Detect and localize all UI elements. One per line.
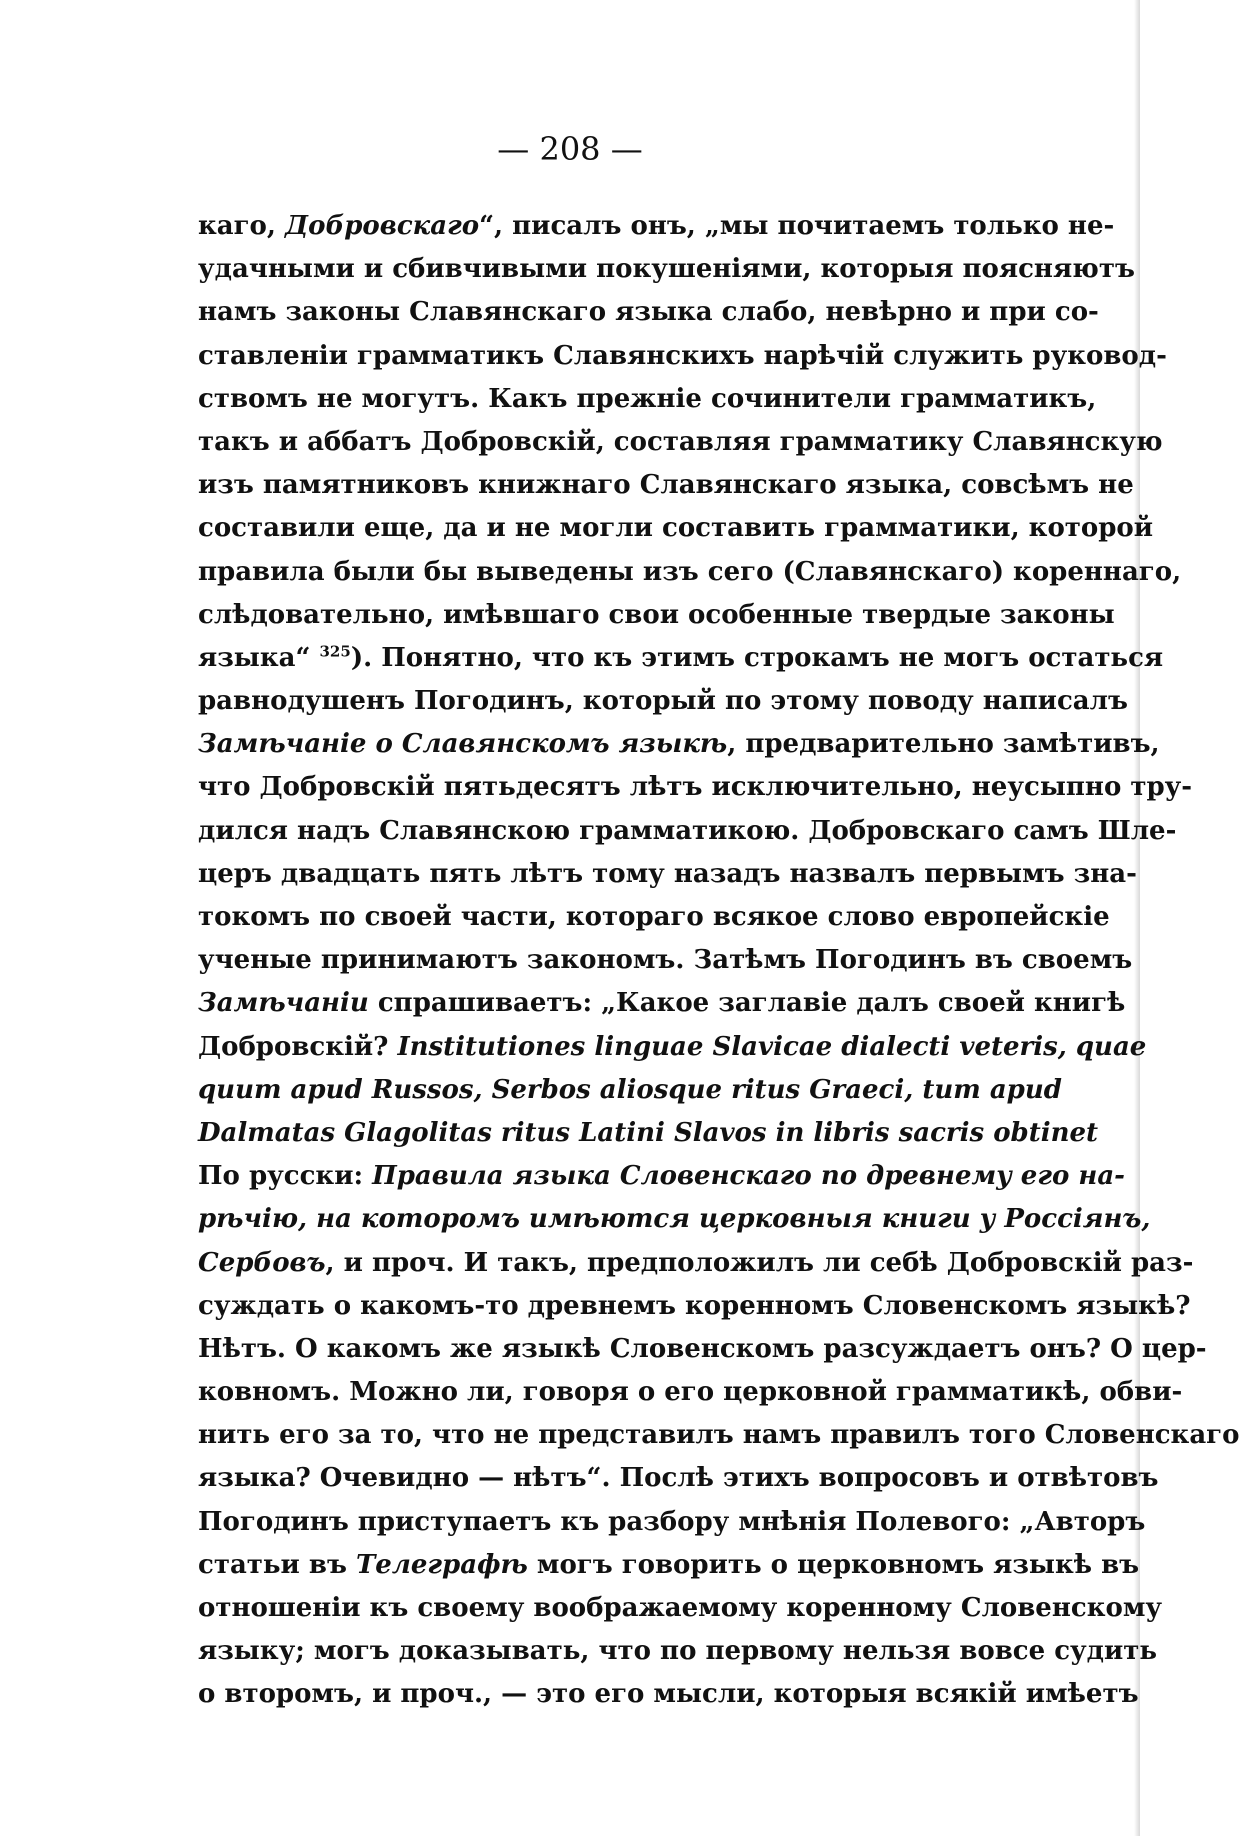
text-segment: , предварительно замѣтивъ, xyxy=(727,729,1160,760)
text-segment: могъ говорить о церковномъ языкѣ въ xyxy=(527,1549,1140,1580)
text-segment: “, писалъ онъ, „мы почитаемъ только не- xyxy=(479,211,1115,241)
text-segment: языку; могъ доказывать, что по первому нельзя вовсе судить xyxy=(198,1636,1158,1667)
text-line xyxy=(198,766,1193,809)
text-segment: правила были бы выведены изъ сего (Славянскаго) кореннаго, xyxy=(198,556,1182,587)
italic-text: quum apud Russos, Serbos aliosque ritus Graeci, tum apud xyxy=(198,1074,1062,1105)
text-segment: , и проч. И такъ, предположилъ ли себѣ Добровскій раз- xyxy=(325,1247,1194,1278)
text-segment: изъ памятниковъ книжнаго Славянскаго языка, совсѣмъ не xyxy=(198,470,1134,501)
text-segment: что Добровскій пятьдесятъ лѣтъ исключительно, неусыпно тру- xyxy=(198,772,1193,803)
text-segment: дился надъ Славянскою грамматикою. Добровскаго самъ Шле- xyxy=(198,815,1177,846)
text-segment: отношеніи къ своему воображаемому коренному Словенскому xyxy=(198,1593,1163,1623)
text-line xyxy=(198,1026,1147,1069)
text-line xyxy=(198,896,1110,939)
text-segment: языка? Очевидно — нѣтъ“. Послѣ этихъ вопросовъ и отвѣтовъ xyxy=(198,1463,1159,1494)
text-line xyxy=(198,1198,1151,1241)
text-line xyxy=(198,1242,1194,1285)
text-line xyxy=(198,594,1115,637)
text-segment: церъ двадцать пять лѣтъ тому назадъ назвалъ первымъ зна- xyxy=(198,858,1137,889)
text-line xyxy=(198,1501,1146,1544)
text-segment: ученые принимаютъ закономъ. Затѣмъ Погодинъ въ своемъ xyxy=(198,945,1133,976)
text-segment: Нѣтъ. О какомъ же языкѣ Словенскомъ разсуждаетъ онъ? О цер- xyxy=(198,1333,1207,1364)
text-line xyxy=(198,680,1128,723)
text-line xyxy=(198,982,1126,1025)
text-line xyxy=(198,1587,1163,1630)
text-line xyxy=(198,1630,1158,1673)
italic-text: Замѣчаніи xyxy=(198,988,369,1019)
text-line xyxy=(198,248,1135,291)
text-line xyxy=(198,1328,1207,1371)
text-segment: языка“ xyxy=(198,642,320,673)
text-segment: каго, xyxy=(198,211,286,241)
text-segment: Добровскій? xyxy=(198,1031,398,1062)
text-segment: суждать о какомъ-то древнемъ коренномъ Словенскомъ языкѣ? xyxy=(198,1290,1191,1321)
text-segment: удачными и сбивчивыми покушеніями, которыя поясняютъ xyxy=(198,254,1135,285)
text-segment: Погодинъ приступаетъ къ разбору мнѣнія Полевого: „Авторъ xyxy=(198,1506,1146,1537)
text-segment: ставленіи грамматикъ Славянскихъ нарѣчій служить руковод- xyxy=(198,340,1167,371)
text-line xyxy=(198,1414,1239,1457)
text-segment: ствомъ не могутъ. Какъ прежніе сочинители грамматикъ, xyxy=(198,383,1097,414)
text-line xyxy=(198,507,1154,550)
text-line xyxy=(198,1285,1191,1328)
text-line xyxy=(198,551,1182,594)
body-text xyxy=(198,205,1239,1717)
text-line xyxy=(198,810,1177,853)
text-line xyxy=(198,1544,1140,1587)
text-segment: ковномъ. Можно ли, говоря о его церковной грамматикѣ, обви- xyxy=(198,1377,1183,1408)
text-line xyxy=(198,1112,1099,1155)
italic-text: Правила языка Словенскаго по древнему его на- xyxy=(372,1161,1125,1192)
italic-text: Сербовъ xyxy=(198,1247,326,1278)
text-line xyxy=(198,291,1099,334)
text-segment: такъ и аббатъ Добровскій, составляя грамматику Славянскую xyxy=(198,426,1163,457)
text-line xyxy=(198,378,1097,421)
text-segment: ). Понятно, что къ этимъ строкамъ не могъ остаться xyxy=(350,642,1164,673)
italic-text: Добровскаго xyxy=(285,211,480,241)
italic-text: Institutiones linguae Slavicae dialecti veteris, quae xyxy=(397,1031,1147,1062)
italic-text: рѣчію, на которомъ имѣются церковныя книги у Россіянъ, xyxy=(198,1204,1151,1235)
text-line xyxy=(198,1673,1139,1716)
footnote-ref: 325 xyxy=(319,642,351,661)
text-line xyxy=(198,853,1137,896)
text-segment: спрашиваетъ: „Какое заглавіе далъ своей книгѣ xyxy=(368,988,1126,1019)
text-line xyxy=(198,1371,1183,1414)
text-line xyxy=(198,205,1115,248)
text-line xyxy=(198,1155,1125,1198)
text-segment: о второмъ, и проч., — это его мысли, которыя всякій имѣетъ xyxy=(198,1679,1139,1710)
text-line xyxy=(198,421,1163,464)
text-segment: составили еще, да и не могли составить грамматики, которой xyxy=(198,513,1154,544)
text-segment: По русски: xyxy=(198,1161,373,1192)
text-line xyxy=(198,637,1164,680)
text-segment: нить его за то, что не представилъ намъ правилъ того Словенскаго xyxy=(198,1420,1239,1451)
text-segment: слѣдовательно, имѣвшаго свои особенные твердые законы xyxy=(198,599,1115,630)
text-line xyxy=(198,1069,1062,1112)
text-line xyxy=(198,464,1134,507)
text-line xyxy=(198,723,1160,766)
italic-text: Dalmatas Glagolitas ritus Latini Slavos in libris sacris obtinet xyxy=(198,1117,1099,1148)
italic-text: Замѣчаніе о Славянскомъ языкѣ xyxy=(198,729,728,760)
text-line xyxy=(198,939,1133,982)
italic-text: Телеграфѣ xyxy=(355,1549,528,1580)
text-segment: намъ законы Славянскаго языка слабо, невѣрно и при со- xyxy=(198,297,1099,328)
text-segment: токомъ по своей части, котораго всякое слово европейскіе xyxy=(198,902,1110,932)
text-line xyxy=(198,335,1167,378)
text-segment: статьи въ xyxy=(198,1549,356,1580)
page-number: — 208 — xyxy=(497,130,643,168)
text-line xyxy=(198,1457,1159,1500)
text-segment: равнодушенъ Погодинъ, который по этому поводу написалъ xyxy=(198,686,1128,717)
